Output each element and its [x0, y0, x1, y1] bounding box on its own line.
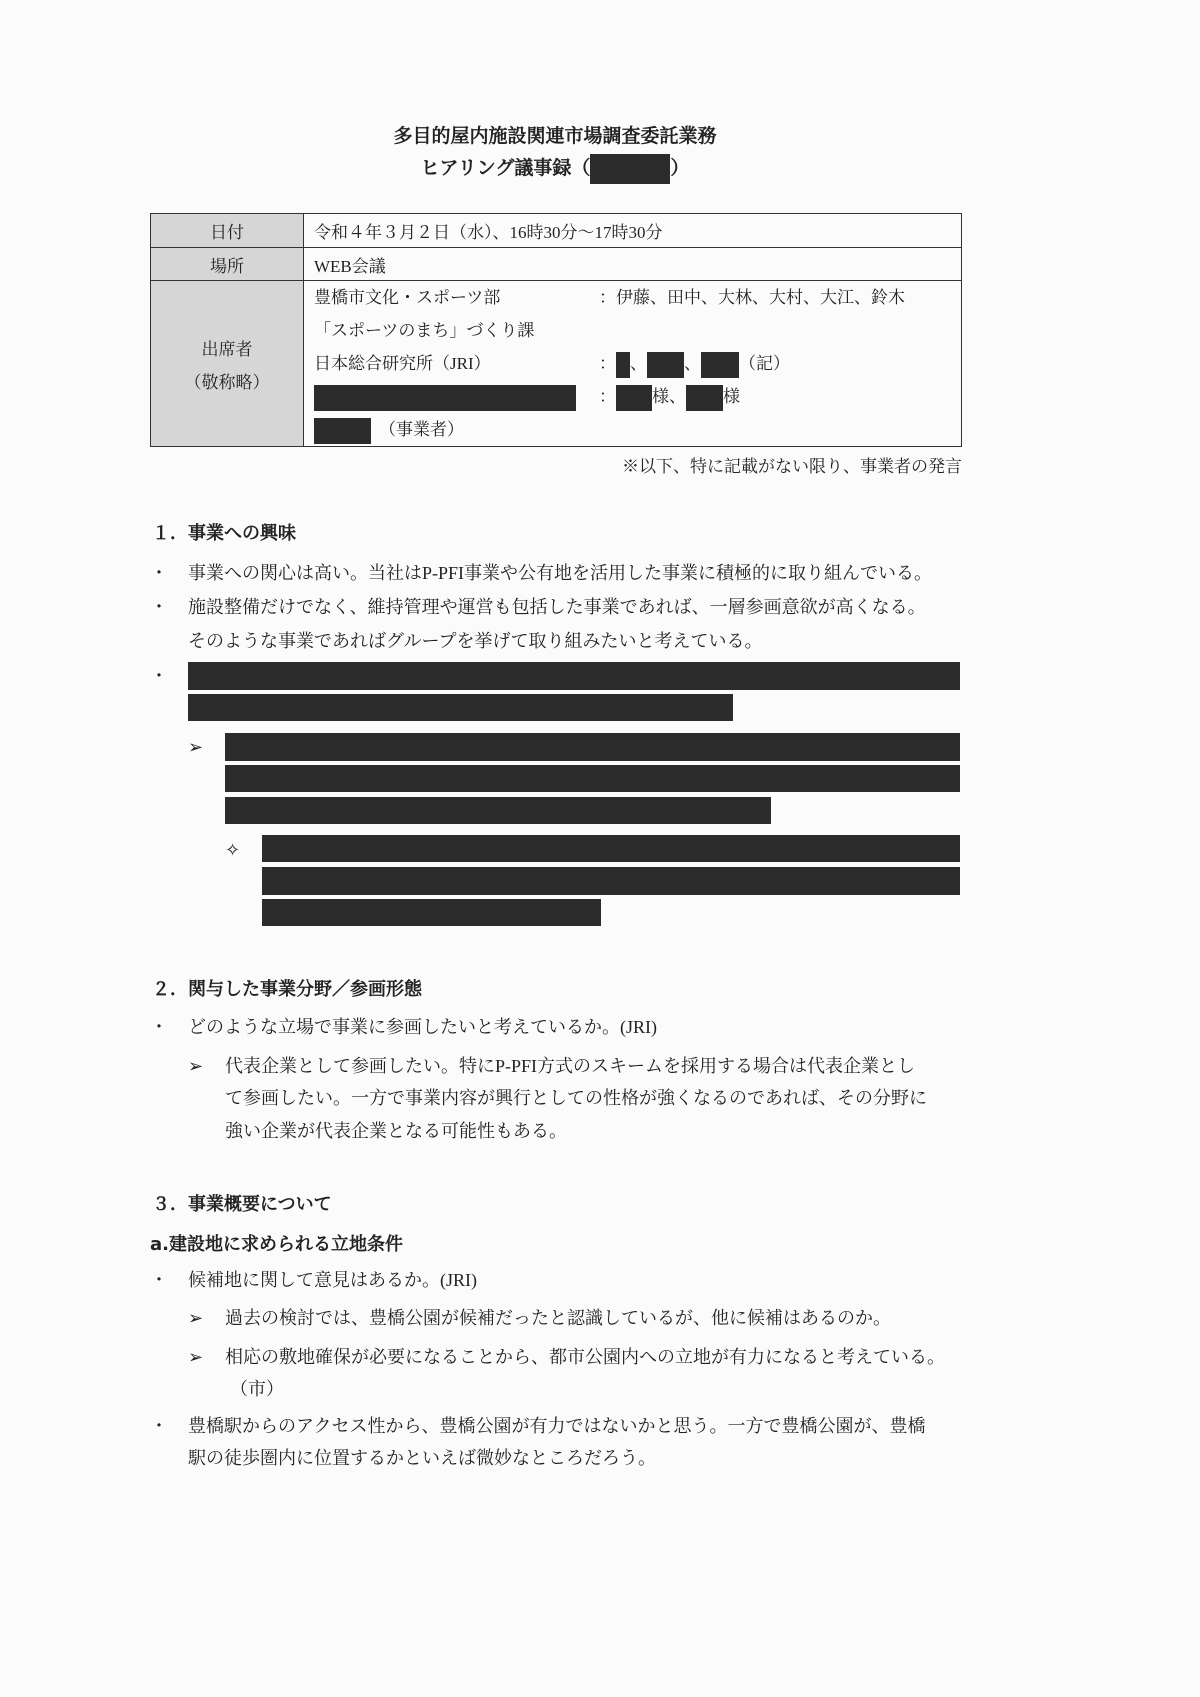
org-name: 「スポーツのまち」づくり課: [314, 321, 535, 340]
redaction: [590, 154, 670, 184]
s2-answer-1-cont: 強い企業が代表企業となる可能性もある。: [225, 1121, 567, 1141]
s3-bullet-2-cont: 駅の徒歩圏内に位置するかといえば微妙なところだろう。: [188, 1448, 656, 1468]
doc-subtitle: [0, 153, 1110, 184]
attendee-row: [314, 413, 951, 446]
bullet-icon: ・: [150, 1416, 168, 1436]
arrow-icon: ➢: [188, 1347, 204, 1367]
redaction: [686, 385, 723, 411]
place-label: 場所: [151, 248, 304, 281]
honorific: 様: [723, 387, 740, 406]
separator: 、: [684, 354, 701, 373]
redaction: [647, 352, 684, 378]
redaction: [225, 733, 960, 761]
s1-bullet-2-cont: そのような事業であればグループを挙げて取り組みたいと考えている。: [188, 631, 763, 651]
org-names: ：伊藤、田中、大林、大村、大江、鈴木: [599, 288, 905, 307]
s3-bullet-2: 豊橋駅からのアクセス性から、豊橋公園が有力ではないかと思う。一方で豊橋公園が、豊橋: [188, 1416, 926, 1436]
s3-bullet-1: 候補地に関して意見はあるか。(JRI): [188, 1270, 477, 1290]
s3-answer-1: 過去の検討では、豊橋公園が候補だったと認識しているが、他に候補はあるのか。: [225, 1308, 891, 1328]
place-value: WEB会議: [304, 248, 962, 281]
attendees-list: [304, 281, 962, 447]
subtitle-text: ヒアリング議事録（: [420, 157, 591, 179]
attendees-label: [151, 281, 304, 447]
bullet-icon: ・: [150, 597, 168, 617]
operator-mark: （事業者）: [379, 420, 464, 439]
redaction: [262, 835, 960, 862]
redaction: [701, 352, 739, 378]
doc-title: 多目的屋内施設関連市場調査委託業務: [393, 125, 717, 147]
org-name: 豊橋市文化・スポーツ部: [314, 288, 501, 307]
redaction: [314, 385, 576, 411]
section-2-heading: ２．関与した事業分野／参画形態: [152, 979, 422, 1000]
s1-bullet-1: 事業への関心は高い。当社はP-PFI事業や公有地を活用した事業に積極的に取り組んでいる。: [188, 563, 933, 583]
redaction: [225, 765, 960, 792]
separator: ：: [599, 354, 616, 373]
redaction: [616, 352, 630, 378]
attendee-row: [314, 347, 951, 380]
meeting-info-table: [150, 213, 962, 447]
redaction: [314, 418, 371, 444]
bullet-icon: ・: [150, 1270, 168, 1290]
redaction: [262, 899, 601, 926]
date-value: 令和４年３月２日（水）、16時30分～17時30分: [304, 214, 962, 248]
s3-answer-2-cont: （市）: [230, 1379, 284, 1399]
redaction: [188, 694, 733, 721]
attendee-row: [314, 380, 951, 413]
section-3a-heading: a.建設地に求められる立地条件: [150, 1234, 403, 1255]
diamond-icon: ✧: [225, 840, 241, 860]
org-name: 日本総合研究所（JRI）: [314, 354, 491, 373]
section-1-heading: １．事業への興味: [152, 523, 296, 544]
attendees-label-1: 出席者: [201, 339, 253, 359]
s2-answer-1: 代表企業として参画したい。特にP-PFI方式のスキームを採用する場合は代表企業とし: [225, 1056, 916, 1076]
redaction: [188, 662, 960, 690]
attendee-row: [314, 281, 951, 314]
s2-bullet-1: どのような立場で事業に参画したいと考えているか。(JRI): [188, 1017, 657, 1037]
arrow-icon: ➢: [188, 1056, 204, 1076]
bullet-icon: ・: [150, 1017, 168, 1037]
redaction: [225, 797, 771, 824]
date-label: 日付: [151, 214, 304, 248]
s3-answer-2: 相応の敷地確保が必要になることから、都市公園内への立地が有力になると考えている。: [225, 1347, 945, 1367]
arrow-icon: ➢: [188, 737, 204, 757]
honorific: 様、: [652, 387, 686, 406]
s2-answer-1-cont: て参画したい。一方で事業内容が興行としての性格が強くなるのであれば、その分野に: [225, 1088, 927, 1108]
arrow-icon: ➢: [188, 1308, 204, 1328]
redaction: [616, 385, 652, 411]
bullet-icon: ・: [150, 666, 168, 686]
redaction: [262, 867, 960, 895]
section-3-heading: ３．事業概要について: [152, 1194, 332, 1215]
recorder-mark: （記）: [739, 354, 790, 373]
separator: ：: [599, 387, 616, 406]
bullet-icon: ・: [150, 563, 168, 583]
separator: 、: [630, 354, 647, 373]
subtitle-close: ）: [670, 157, 690, 179]
attendees-label-2: （敬称略）: [184, 372, 270, 392]
s1-bullet-2: 施設整備だけでなく、維持管理や運営も包括した事業であれば、一層参画意欲が高くなる。: [188, 597, 926, 617]
note: ※以下、特に記載がない限り、事業者の発言: [622, 457, 962, 476]
